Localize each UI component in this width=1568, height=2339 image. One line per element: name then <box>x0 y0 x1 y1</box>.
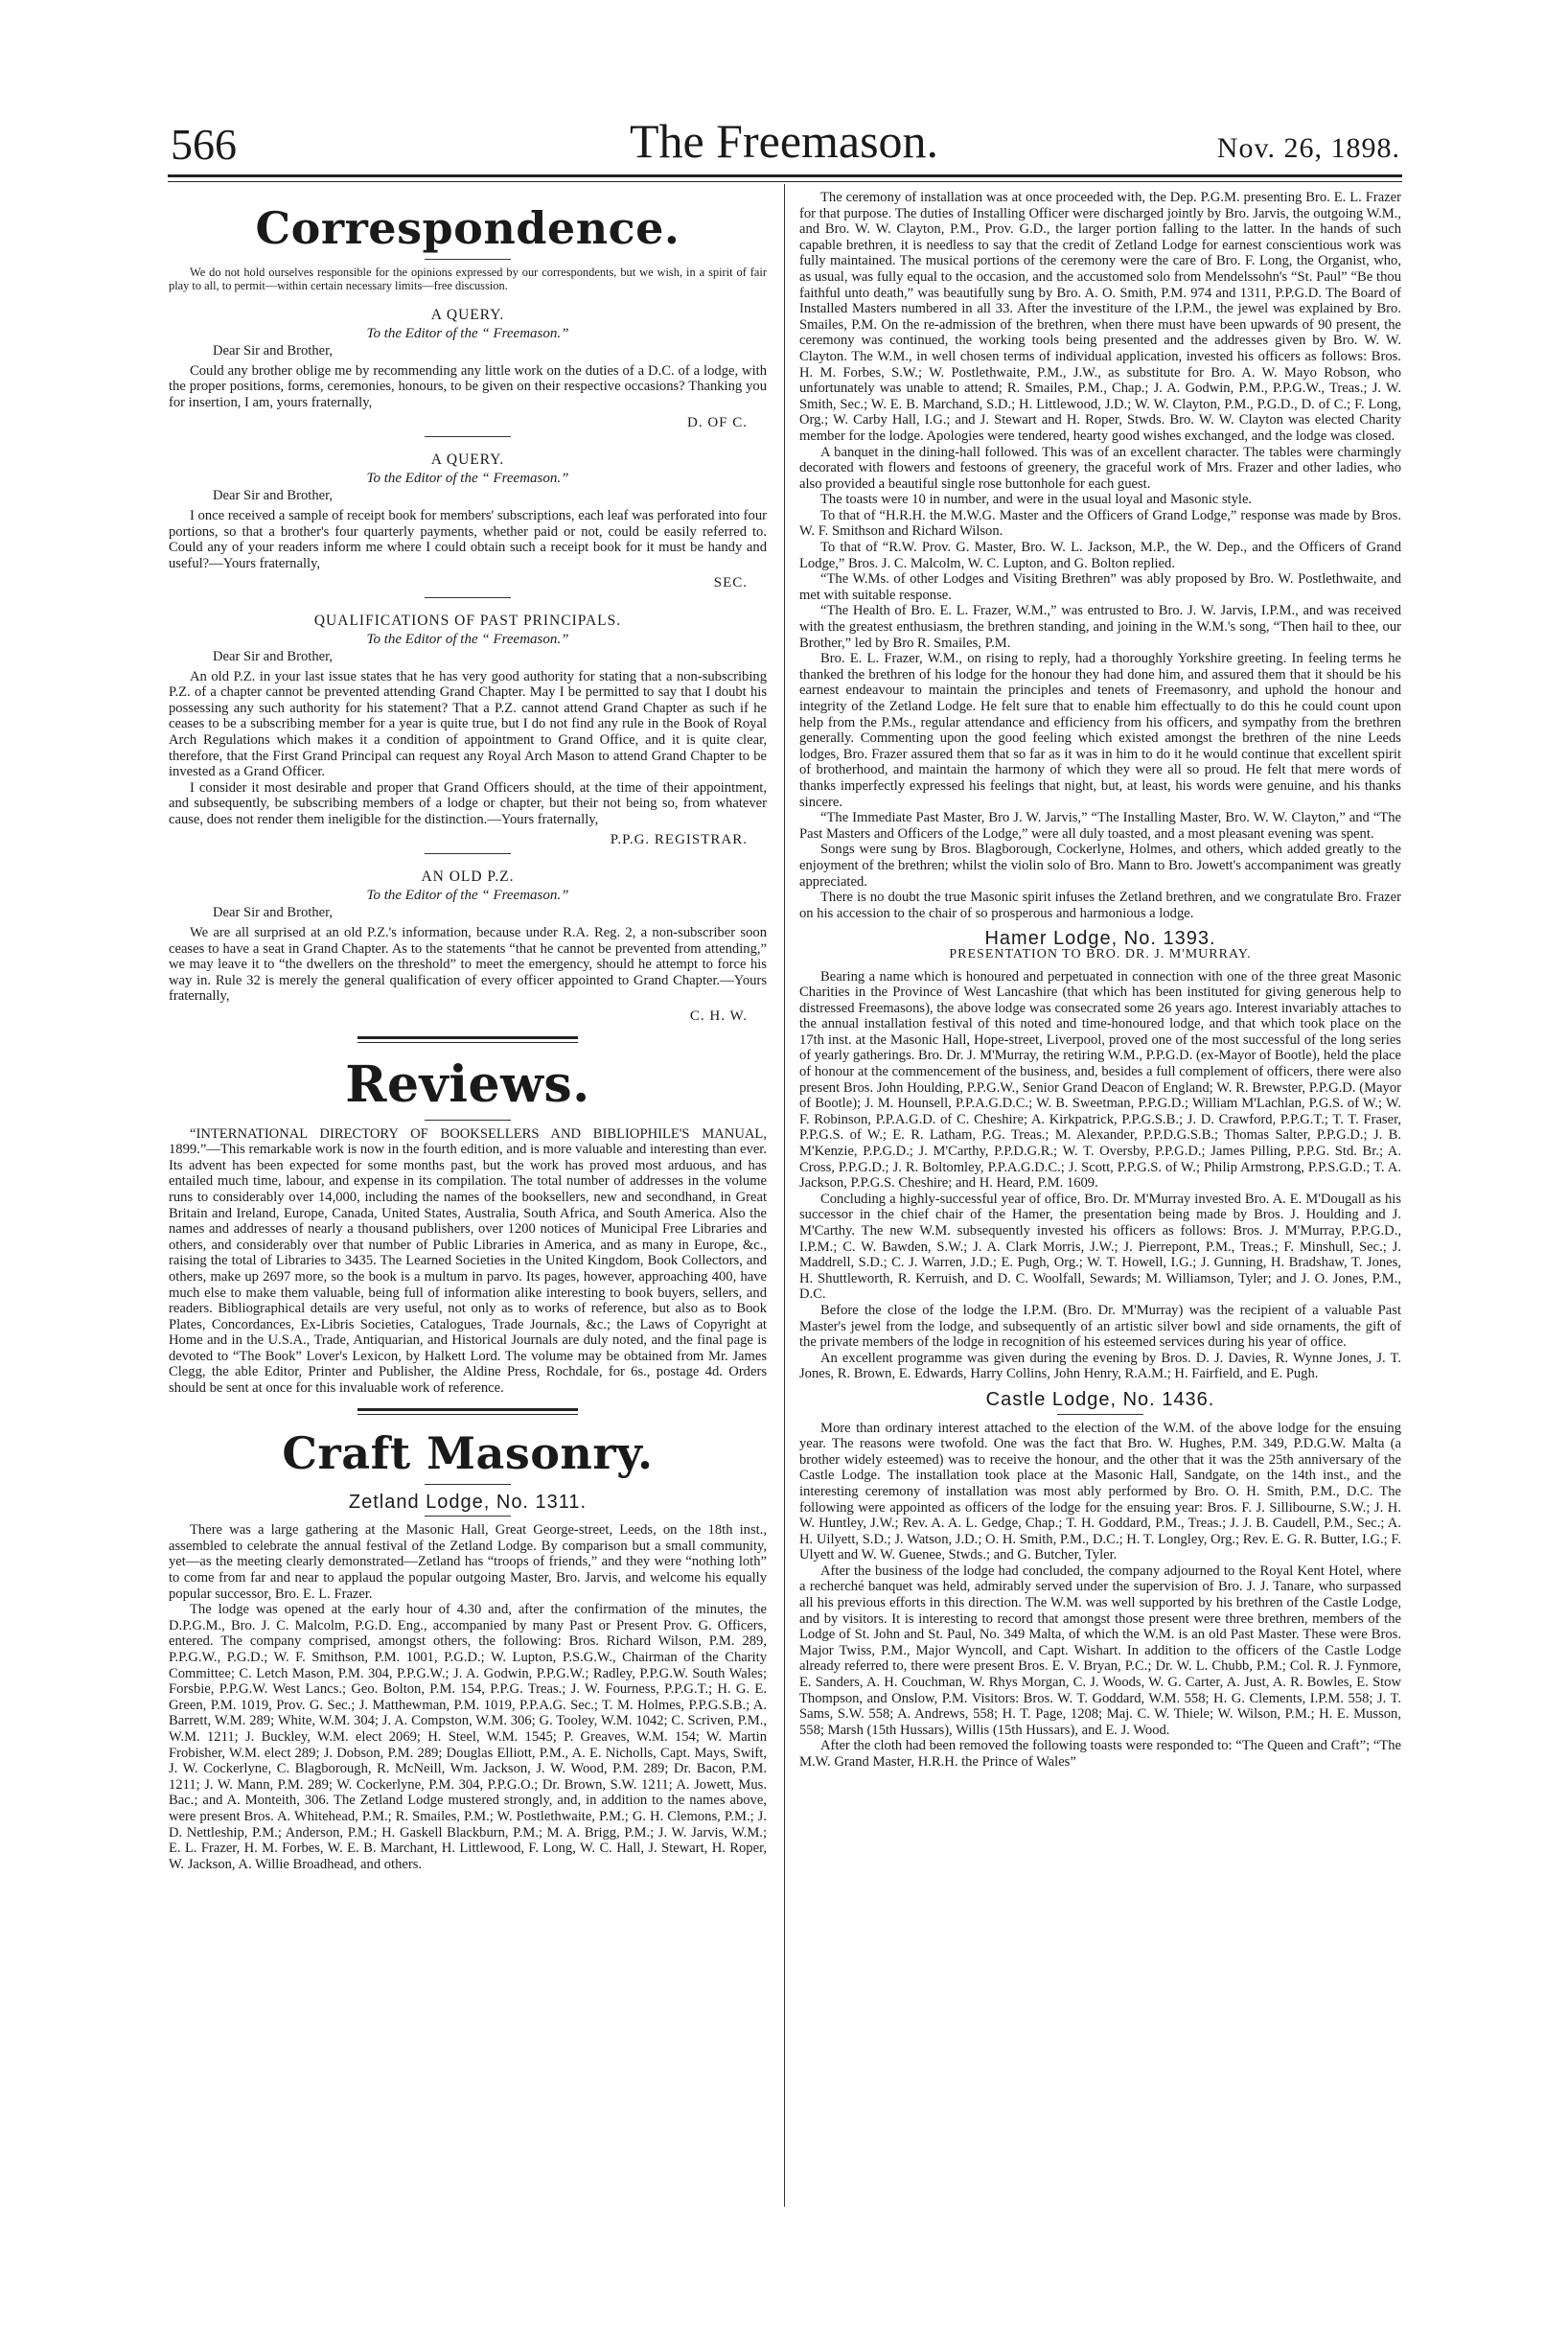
correspondence-heading: Correspondence. <box>255 202 680 254</box>
report-paragraph: To that of “H.R.H. the M.W.G. Master and the Officers of Grand Lodge,” response was made by Bros. W. F. Smithson and Richard Wilson. <box>799 507 1401 540</box>
lodge-rule <box>1057 1414 1143 1415</box>
report-paragraph: The lodge was opened at the early hour of 4.30 and, after the confirmation of the minutes, the D.P.G.M., Bro. J. C. Malcolm, P.G.D. Eng., accompanied by many Past or Present Prov. G. Officers, entered. The company comprised, amongst others, the following: Bros. Richard Wilson, P.M. 289, P.P.G.W., P.G.D.; W. F. Smithson, P.M. 1001, P.G.D.; W. Lupton, P.S.G.W., Chairman of the Charity Committee; C. Letch Mason, P.M. 304, P.P.G.W.; J. A. Godwin, P.P.G.W.; Radley, P.P.G.W. South Wales; Forsbie, P.P.G.W. West Lancs.; Geo. Bolton, P.M. 154, P.P.G. Treas.; J. W. Fourness, P.P.G.T.; H. G. E. Green, P.M. 1019, Prov. G. Sec.; J. Matthewman, P.M. 1019, P.P.A.G. Sec.; T. M. Holmes, P.P.G.S.B.; A. Barrett, W.M. 289; White, W.M. 304; J. A. Compston, W.M. 306; G. Tooley, W.M. 1042; C. Scriven, P.M., W.M. 1211; J. Buckley, W.M. elect 2069; H. Steel, W.M. 1545; P. Greaves, W.M. 154; W. Martin Frobisher, W.M. elect 289; J. Dobson, P.M. 289; Douglas Elliott, P.M., A. E. Nicholls, Capt. Mays, Swift, J. W. Cockerlyne, C. Blagborough, R. McNeill, Wm. Jackson, J. W. Wood, P.M. 289; Dr. Bacon, P.M. 1211; J. W. Mann, P.M. 289; W. Cockerlyne, P.M. 304, P.P.G.O.; Dr. Brown, S.W. 1211; A. Jowett, Mus. Bac.; and A. Monteith, 306. The Zetland Lodge mustered strongly, and, in addition to the names above, were present Bros. A. Whitehead, P.M.; R. Smailes, P.M.; W. Postlethwaite, P.M.; G. H. Clemons, P.M.; J. D. Nettleship, P.M.; Anderson, P.M.; H. Gaskell Blackburn, P.M.; M. A. Brigg, P.M.; J. W. Jarvis, W.M.; E. L. Frazer, H. M. Forbes, W. E. B. Marchant, H. Littlewood, F. Long, W. C. Hall, J. Stewart, H. Roper, W. Jackson, A. Willie Broadhead, and others. <box>169 1602 767 1872</box>
report-paragraph: After the cloth had been removed the following toasts were responded to: “The Queen and Craft”; “The M.W. Grand Master, H.R.H. the Prince of Wales” <box>799 1738 1401 1770</box>
report-paragraph: “The Health of Bro. E. L. Frazer, W.M.,” was entrusted to Bro. J. W. Jarvis, I.P.M., and was received with the greatest enthusiasm, the brethren standing, and joining in the W.M.'s song, “Then hail to thee, our Brother,” led by Bro R. Smailes, P.M. <box>799 603 1401 651</box>
masthead-rule-thick <box>168 174 1402 177</box>
letter <box>169 452 767 591</box>
letter <box>169 614 767 847</box>
report-paragraph: “The Immediate Past Master, Bro J. W. Jarvis,” “The Installing Master, Bro. W. W. Clayton,” and “The Past Masters and Officers of the Lodge,” were all duly toasted, and a most pleasant evening was spent. <box>799 810 1401 842</box>
lodge-report-title: Zetland Lodge, No. 1311. <box>348 1491 588 1513</box>
lodge-report-title: Hamer Lodge, No. 1393. <box>984 928 1216 950</box>
lodge-report-title: Castle Lodge, No. 1436. <box>985 1388 1215 1410</box>
left-column <box>169 190 767 1872</box>
letter-body: I once received a sample of receipt book for members' subscriptions, each leaf was perforated into four portions, so that a brother's four quarterly payments, whether paid or not, could be easily referred to. Could any of your readers inform me where I could obtain such a receipt book for it must be handy and useful?—Yours fraternally, <box>169 507 767 571</box>
reviews-heading: Reviews. <box>345 1054 590 1114</box>
report-paragraph: There is no doubt the true Masonic spirit infuses the Zetland brethren, and we congratulate Bro. Frazer on his accession to the chair of so prosperous and harmonious a lodge. <box>799 890 1401 921</box>
heading-rule <box>425 1484 511 1485</box>
report-paragraph: Songs were sung by Bros. Blagborough, Cockerlyne, Holmes, and others, which added greatly to the enjoyment of the brethren; whilst the violin solo of Bro. Mann to Bro. Jowett's accompaniment was greatly appreciated. <box>799 842 1401 890</box>
report-paragraph: Bearing a name which is honoured and perpetuated in connection with one of the three great Masonic Charities in the Province of West Lancashire (that which has been instituted for giving generous help to distressed Freemasons), the above lodge was consecrated some 26 years ago. Interest invariably attaches to the annual installation festival of this noted and time-honoured lodge, and that which took place on the 17th inst. at the Masonic Hall, Hope-street, Liverpool, proved one of the most successful of the long series of yearly gatherings. Bro. Dr. J. M'Murray, the retiring W.M., P.P.G.D. (ex-Mayor of Bootle), held the place of honour at the commencement of the business, and, besides a full complement of officers, there were also present Bros. John Houlding, P.P.G.W., Senior Grand Deacon of England; W. R. Brewster, P.P.G.D. (Mayor of Bootle); J. M. Hounsell, P.P.A.G.D.C.; W. B. Sweetman, P.P.G.D.; William M'Lachlan, P.G.S. of W.; W. F. Robinson, P.P.A.G.D. of C. Cheshire; A. Kirkpatrick, P.P.G.S.B.; J. D. Crawford, P.P.G.T.; T. T. Fraser, P.P.G.S. of W.; E. R. Latham, P.G. Treas.; M. Alexander, P.P.D.G.S.B.; Thomas Salter, P.P.G.D.; J. B. M'Kenzie, P.P.G.D.; J. M'Carthy, P.P.D.G.R.; W. T. Oversby, P.P.G.D.; James Pilling, P.P.G. Std. Br.; A. Cross, P.P.G.D.; J. R. Boltomley, P.P.A.G.D.C.; J. Scott, P.P.G.S. of W.; Philip Armstrong, P.P.S.G.D.; T. A. Jackson, P.P.G.S. Cheshire; and H. Heard, P.M. 1609. <box>799 968 1401 1192</box>
report-paragraph: Concluding a highly-successful year of office, Bro. Dr. M'Murray invested Bro. A. E. M'Dougall as his successor in the chief chair of the Hamer, the presentation being made by Bros. J. Houlding and J. M'Carthy. The new W.M. subsequently invested his officers as follows: Bros. J. M'Murray, P.P.G.D., I.P.M.; C. W. Bawden, S.W.; J. A. Clark Morris, J.W.; J. Pierrepont, P.M., Treas.; F. Minshull, Sec.; J. Maddrell, S.D.; C. J. Warren, J.D.; E. Pugh, Org.; W. T. Howell, I.G.; J. Gunning, H. Bradshaw, T. Jones, H. Shuttleworth, R. Kerruish, and D. C. Woolfall, Sewards; M. Williamson, Tyler; and J. O. Jones, P.M., D.C. <box>799 1191 1401 1303</box>
letter-title: A QUERY. <box>430 307 505 323</box>
letter-body: An old P.Z. in your last issue states that he has very good authority for stating that a non-subscribing P.Z. of a chapter cannot be prevented attending Grand Chapter. May I be permitted to say that I doubt his possessing any such authority for his statement? That a P.Z. cannot attend Grand Chapter as such if he ceases to be a subscribing member for a year is quite true, but I do not find any rule in the Book of Royal Arch Regulations which makes it a condition of appointment to Grand Office, and it is quite clear, therefore, that the First Grand Principal can request any Royal Arch Mason to attend Grand Chapter to be invested as a Grand Officer. <box>169 668 767 780</box>
report-paragraph: After the business of the lodge had concluded, the company adjourned to the Royal Kent Hotel, where a recherché banquet was held, admirably served under the supervision of Bro. J. J. Tanare, who surpassed all his previous efforts in this direction. The W.M. was well supported by his brethren of the Castle Lodge, and by visitors. It is interesting to record that amongst those present were three brethren, members of the Lodge of St. John and St. Paul, No. 349 Malta, of which the W.M. is an old Past Master. These were Bros. Major Twiss, P.M., Major Wyncoll, and Capt. Wishart. In addition to the officers of the Castle Lodge already referred to, there were present Bros. E. V. Bryan, P.C.; Dr. W. L. Chubb, P.M.; Col. R. J. Fynmore, E. Sanders, A. H. Couchman, W. Rhys Morgan, C. J. Woods, W. G. Carter, A. Just, A. R. Bowles, E. Stow Thompson, and Onslow, P.M. Visitors: Bros. W. T. Goddard, W.M. 558; H. G. Clements, I.P.M. 558; J. T. Sams, S.W. 558; A. Andrews, 558; H. T. Page, 1208; Maj. C. W. Thiele; W. Wilson, P.M.; H. E. Musson, 558; Marsh (15th Hussars), Willis (15th Hussars), and E. J. Wood. <box>799 1563 1401 1738</box>
correspondence-disclaimer: We do not hold ourselves responsible for the opinions expressed by our correspondents, but we wish, in a spirit of fair play to all, to permit—within certain necessary limits—free discussion. <box>169 266 767 292</box>
letter-body: We are all surprised at an old P.Z.'s information, because under R.A. Reg. 2, a non-subscriber soon ceases to have a seat in Grand Chapter. As to the statements “that he cannot be prevented from attending,” we may leave it to “the dwellers on the threshold” to meet the emergency, should he attempt to force his way in. Rule 32 is merely the general qualification of every officer appointed to Grand Chapter.—Yours fraternally, <box>169 925 767 1005</box>
masthead-rule-thin <box>168 181 1402 182</box>
lodge-report-subtitle: PRESENTATION TO BRO. DR. J. M'MURRAY. <box>949 946 1252 961</box>
letter-title: QUALIFICATIONS OF PAST PRINCIPALS. <box>313 612 622 629</box>
report-paragraph: To that of “R.W. Prov. G. Master, Bro. W. L. Jackson, M.P., the W. Dep., and the Officers of Grand Lodge,” Bros. J. C. Malcolm, W. C. Lupton, and G. Bolton replied. <box>799 540 1401 571</box>
letter-signature: C. H. W. <box>689 1007 748 1024</box>
report-paragraph: “The W.Ms. of other Lodges and Visiting Brethren” was ably proposed by Bro. W. Postlethwaite, and met with suitable response. <box>799 571 1401 603</box>
letter-addressee: To the Editor of the “ Freemason.” <box>366 470 569 486</box>
letter-rule <box>425 597 511 598</box>
letter-signature: D. OF C. <box>686 414 748 430</box>
section-rule <box>357 1408 578 1415</box>
letter-rule <box>425 853 511 854</box>
heading-rule <box>425 1120 511 1121</box>
letter-rule <box>425 436 511 437</box>
column-divider <box>784 184 785 2207</box>
letter-salutation: Dear Sir and Brother, <box>213 343 334 359</box>
letter-body: Could any brother oblige me by recommending any little work on the duties of a D.C. of a lodge, with the proper positions, forms, ceremonies, honours, to be given on their respective occasions? Thanking you for insertion, I am, yours fraternally, <box>169 362 767 410</box>
report-paragraph: A banquet in the dining-hall followed. This was of an excellent character. The tables were charmingly decorated with flowers and festoons of greenery, the graceful work of Mrs. Frazer and other ladies, who also provided a beautiful single rose buttonhole for each guest. <box>799 444 1401 492</box>
page-number: 566 <box>171 120 237 169</box>
heading-rule <box>425 259 511 260</box>
masthead-title: The Freemason. <box>629 114 939 168</box>
letter-title: A QUERY. <box>430 452 505 469</box>
report-paragraph: The ceremony of installation was at once proceeded with, the Dep. P.G.M. presenting Bro. E. L. Frazer for that purpose. The duties of Installing Officer were discharged jointly by Bro. Jarvis, the outgoing W.M., and Bro. W. W. Clayton, P.M., Prov. G.D., the larger portion falling to the latter. In the hands of such capable brethren, it is needless to say that the credit of Zetland Lodge for earnest conscientious work was fully maintained. The musical portions of the ceremony were the care of Bro. F. Long, the Organist, who, as usual, was fully equal to the occasion, and the accustomed solo from Mendelssohn's “St. Paul” “Be thou faithful unto death,” was beautifully sung by Bro. A. O. Smith, P.M. 974 and 1311, P.P.G.D. The Board of Installed Masters numbered in all 33. After the investiture of the I.P.M., the jewel was explained by Bro. Smailes, P.M. On the re-admission of the brethren, when there must have been upwards of 90 present, the ceremony was continued, the working tools being presented and the addresses given by Bro. W. W. Clayton. The W.M., in well chosen terms of individual application, invested his officers as follows: Bros. H. M. Forbes, S.W.; W. Postlethwaite, P.M., J.W., as substitute for Bro. A. W. Mayo Robson, who unfortunately was unable to attend; R. Smailes, P.M., Chap.; J. A. Godwin, P.M., P.P.G.W., Treas.; J. W. Smith, Sec.; W. E. B. Marchand, S.D.; H. Littlewood, J.D.; W. W. Clayton, P.M., P.G.D., D. of C.; F. Long, Org.; W. Carby Hall, I.G.; and J. Stewart and H. Roper, Stwds. Bro. W. W. Clayton was elected Charity member for the lodge. Apologies were tendered, hearty good wishes exchanged, and the lodge was closed. <box>799 190 1401 444</box>
letter-addressee: To the Editor of the “ Freemason.” <box>366 325 569 341</box>
craft-masonry-heading: Craft Masonry. <box>282 1426 654 1479</box>
letter-salutation: Dear Sir and Brother, <box>213 488 334 504</box>
letter <box>169 308 767 430</box>
letter-salutation: Dear Sir and Brother, <box>213 905 334 921</box>
report-paragraph: An excellent programme was given during the evening by Bros. D. J. Davies, R. Wynne Jones, J. T. Jones, R. Brown, E. Edwards, Harry Collins, John Henry, R.A.M.; H. Fairfield, and E. Pugh. <box>799 1350 1401 1382</box>
letter-title: AN OLD P.Z. <box>421 868 515 886</box>
lodge-rule <box>425 1516 511 1517</box>
section-rule <box>357 1036 578 1043</box>
letter-addressee: To the Editor of the “ Freemason.” <box>366 887 569 903</box>
letter-addressee: To the Editor of the “ Freemason.” <box>366 631 569 647</box>
letter-signature: SEC. <box>713 575 748 591</box>
report-paragraph: There was a large gathering at the Masonic Hall, Great George-street, Leeds, on the 18th inst., assembled to celebrate the annual festival of the Zetland Lodge. By comparison but a small community, yet—as the meeting clearly demonstrated—Zetland has “troops of friends,” and they were “nothing loth” to come from far and near to applaud the popular outgoing Master, Bro. Jarvis, and welcome his equally popular successor, Bro. E. L. Frazer. <box>169 1522 767 1602</box>
right-column <box>799 190 1401 1771</box>
letter-body-continued: I consider it most desirable and proper that Grand Officers should, at the time of their appointment, and subsequently, be subscribing members of a lodge or chapter, but their not being so, from whatever cause, does not render them ineligible for the distinction.—Yours fraternally, <box>169 779 767 828</box>
letter-signature: P.P.G. REGISTRAR. <box>610 831 748 847</box>
report-paragraph: Bro. E. L. Frazer, W.M., on rising to reply, had a thoroughly Yorkshire greeting. In feeling terms he thanked the brethren of his lodge for the honour they had done him, and assured them that it should be his earnest endeavour to maintain the principles and tenets of Freemasonry, and uphold the honour and integrity of the Zetland Lodge. He felt sure that to enable him effectually to do this he could count upon help from the P.Ms., regular attendance and efficiency from his officers, and sympathy from the brethren generally. Commenting upon the good feeling which existed amongst the brethren of the nine Leeds lodges, Bro. Frazer assured them that so far as it was in him to do it he would continue that excellent spirit of brotherhood, and maintain the harmony of which they were all so proud. He felt that mere words of thanks imperfectly expressed his feelings that night, but, at least, his words were genuine, and his thanks sincere. <box>799 651 1401 810</box>
letter-salutation: Dear Sir and Brother, <box>213 649 334 665</box>
review-body: “INTERNATIONAL DIRECTORY OF BOOKSELLERS AND BIBLIOPHILE'S MANUAL, 1899.”—This remarkable work is now in the fourth edition, and is more valuable and interesting than ever. Its advent has been expected for some months past, but the work has proved most arduous, and has entailed much time, labour, and expense in its compilation. The total number of addresses in the volume runs to considerably over 14,000, including the names of the booksellers, new and secondhand, in Great Britain and Ireland, Europe, Canada, United States, Australia, South Africa, and South America. Also the names and addresses of nearly a thousand publishers, over 1200 notices of Municipal Free Libraries and others, and considerably over that number of Public Libraries in America, and as many in Europe, &c., raising the total of Libraries to 3435. The Learned Societies in the United Kingdom, Book Collectors, and others, make up 2697 more, so the book is a multum in parvo. Its pages, however, approaching 400, have much else to make them valuable, being full of information alike interesting to book buyers, sellers, and readers. Bibliographical details are very useful, not only as to works of reference, but also as to Book Plates, Concordances, Ex-Libris Societies, Catalogues, Trade Journals, &c.; the Laws of Copyright at Home and in the U.S.A., Trade, Antiquarian, and Historical Journals are duly noted, and the final page is devoted to “The Book” Lover's Lexicon, by Halkett Lord. The volume may be obtained from Mr. James Clegg, the able Editor, Printer and Publisher, the Aldine Press, Rochdale, for 6s., postage 4d. Orders should be sent at once for this invaluable work of reference. <box>169 1125 767 1397</box>
report-paragraph: Before the close of the lodge the I.P.M. (Bro. Dr. M'Murray) was the recipient of a valuable Past Master's jewel from the lodge, and subsequently of an artistic silver bowl and side ornaments, the gift of the private members of the lodge in recognition of his esteemed services during his year of office. <box>799 1302 1401 1351</box>
issue-date: Nov. 26, 1898. <box>1216 132 1400 164</box>
letter <box>169 869 767 1024</box>
report-paragraph: More than ordinary interest attached to the election of the W.M. of the above lodge for the ensuing year. The reasons were twofold. One was the fact that Bro. W. Hughes, P.M. 349, P.D.G.W. Malta (a brother widely esteemed) was to receive the honour, and the other that it was the 25th anniversary of the Castle Lodge. The installation took place at the Masonic Hall, Sandgate, on the 14th inst., and the interesting ceremony of installation was most ably performed by Bro. O. H. Smith, P.M., D.C. The following were appointed as officers of the lodge for the ensuing year: Bros. F. J. Sillibourne, S.W.; J. H. W. Huntley, J.W.; Rev. A. A. L. Gedge, Chap.; T. H. Goddard, P.M., Treas.; J. J. B. Caudell, P.M., Sec.; A. H. Uilyett, S.D.; J. Watson, J.D.; O. H. Smith, P.M., D.C.; H. T. Longley, Org.; Rev. E. G. R. Butter, I.G.; F. Ulyett and W. W. Guenee, Stwds.; and G. Butcher, Tyler. <box>799 1420 1401 1563</box>
report-paragraph: The toasts were 10 in number, and were in the usual loyal and Masonic style. <box>820 492 1253 508</box>
